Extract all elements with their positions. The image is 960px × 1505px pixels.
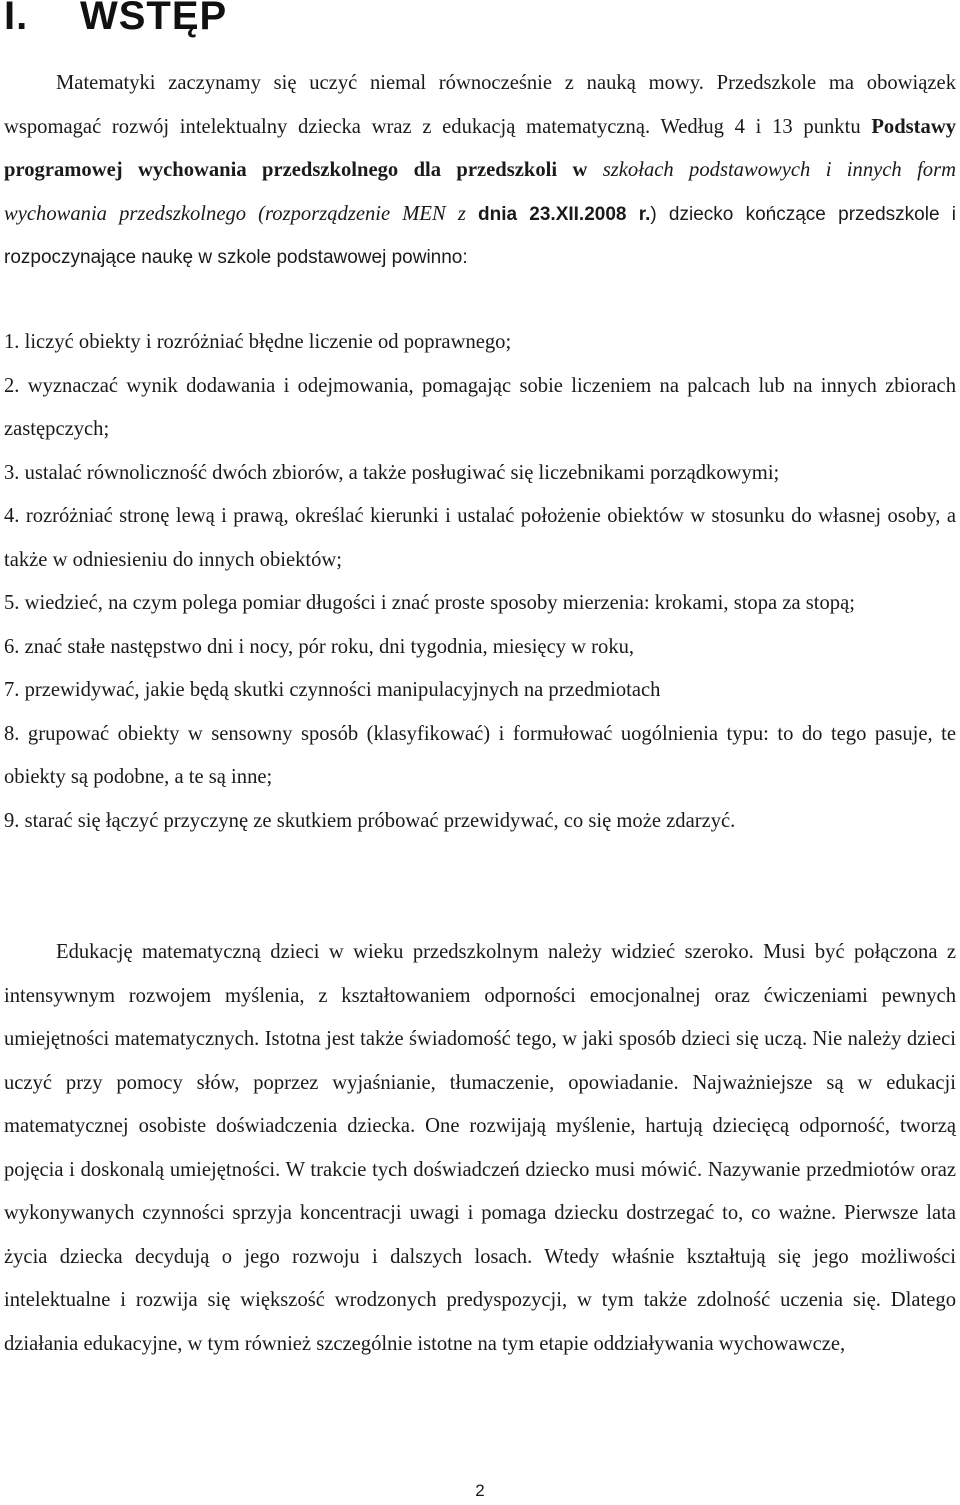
intro-continuation: ) dziecko kończące przedszkole i rozpoczynające naukę w szkole podstawowej powinno: bbox=[4, 203, 956, 268]
list-item: 5. wiedzieć, na czym polega pomiar długości i znać proste sposoby mierzenia: krokami, stopa za stopą; bbox=[4, 592, 855, 614]
regulation-date: dnia 23.XII.2008 r. bbox=[477, 203, 651, 225]
body-paragraph-text: Edukację matematyczną dzieci w wieku przedszkolnym należy widzieć szeroko. Musi być połączona z intensywnym rozwojem myślenia, z kształtowaniem odporności emocjonalnej oraz ćwiczeniami pewnych umiejętności matematycznych. Istotna jest także świadomość tego, w jaki sposób dzieci się uczą. Nie należy dzieci uczyć przy pomocy słów, poprzez wyjaśnianie, tłumaczenie, opowiadanie. Najważniejsze są w edukacji matematycznej osobiste doświadczenia dziecka. One rozwijają myślenie, hartują dziecięcą odporność, tworzą pojęcia i doskonalą umiejętności. W trakcie tych doświadczeń dziecko musi mówić. Nazywanie przedmiotów oraz wykonywanych czynności sprzyja koncentracji uwagi i pomaga dziecku dostrzegać to, co ważne. Pierwsze lata życia dziecka decydują o jego rozwoju i dalszych losach. Wtedy właśnie kształtują się jego możliwości intelektualne i rozwija się większość wrodzonych predyspozycji, w tym także zdolność uczenia się. Dlatego działania edukacyjne, w tym również szczególnie istotne na tym etapie oddziaływania wychowawcze, bbox=[4, 941, 956, 1355]
list-item: 7. przewidywać, jakie będą skutki czynności manipulacyjnych na przedmiotach bbox=[4, 679, 661, 701]
intro-paragraph bbox=[4, 62, 956, 280]
list-item: 9. starać się łączyć przyczynę ze skutkiem próbować przewidywać, co się może zdarzyć. bbox=[4, 809, 736, 832]
page-number: 2 bbox=[475, 1481, 485, 1500]
section-number: I. bbox=[4, 0, 29, 38]
list-item: 1. liczyć obiekty i rozróżniać błędne liczenie od poprawnego; bbox=[4, 331, 512, 353]
list-item: 4. rozróżniać stronę lewą i prawą, określać kierunki i ustalać położenie obiektów w stosunku do własnej osoby, a także w odniesieniu do innych obiektów; bbox=[4, 505, 956, 571]
skills-list bbox=[4, 321, 956, 843]
intro-text: Matematyki zaczynamy się uczyć niemal równocześnie z nauką mowy. Przedszkole ma obowiązek wspomagać rozwój intelektualny dziecka wraz z edukacją matematyczną. Według 4 i 13 punktu bbox=[4, 72, 956, 138]
list-item: 2. wyznaczać wynik dodawania i odejmowania, pomagając sobie liczeniem na palcach lub na innych zbiorach zastępczych; bbox=[4, 374, 956, 440]
list-item: 8. grupować obiekty w sensowny sposób (klasyfikować) i formułować uogólnienia typu: to do tego pasuje, te obiekty są podobne, a te są inne; bbox=[4, 722, 956, 788]
body-paragraph bbox=[4, 931, 956, 1366]
section-title: WSTĘP bbox=[80, 0, 228, 38]
regulation-title-italic: szkołach podstawowych i innych form wychowania przedszkolnego (rozporządzenie MEN z bbox=[4, 159, 956, 225]
regulation-title-bold: Podstawy programowej wychowania przedszkolnego dla przedszkoli w bbox=[4, 115, 956, 181]
list-item: 6. znać stałe następstwo dni i nocy, pór roku, dni tygodnia, miesięcy w roku, bbox=[4, 635, 635, 658]
list-item: 3. ustalać równoliczność dwóch zbiorów, a także posługiwać się liczebnikami porządkowymi; bbox=[4, 461, 780, 484]
section-heading bbox=[4, 0, 227, 39]
